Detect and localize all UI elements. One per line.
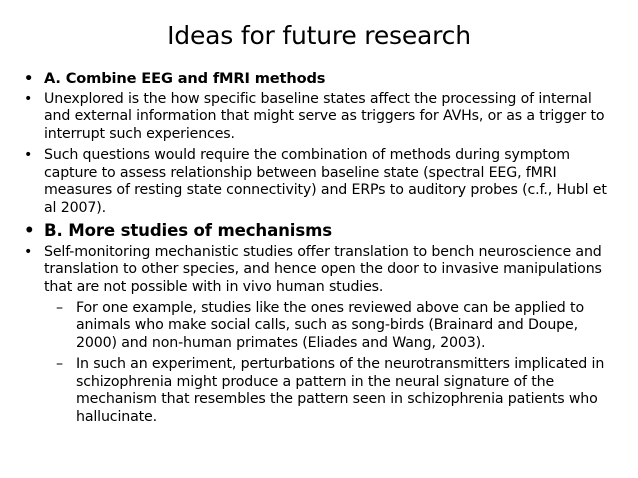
sub-bullet-text: In such an experiment, perturbations of the neurotransmitters implicated in schizophrenia might produce a pattern in the neural signature of the mechanism that resembles the pattern seen in schizophrenia patients who hallucinate. xyxy=(76,355,605,425)
bullet-text: Such questions would require the combination of methods during symptom capture to assess relationship between baseline state (spectral EEG, fMRI measures of resting state connectivity) and ERPs to auditory probes (c.f., Hubl et al 2007). xyxy=(44,146,607,216)
bullet-heading-a xyxy=(22,70,612,88)
bullet-text: A. Combine EEG and fMRI methods xyxy=(44,70,326,87)
sub-bullet-item xyxy=(22,300,612,353)
dash-icon: – xyxy=(56,355,63,372)
bullet-icon: • xyxy=(24,90,33,107)
bullet-icon: • xyxy=(24,220,35,240)
sub-bullet-text: For one example, studies like the ones reviewed above can be applied to animals who make social calls, such as song-birds (Brainard and Doupe, 2000) and non-human primates (Eliades and Wang, 2003). xyxy=(76,299,584,352)
dash-icon: – xyxy=(56,299,63,316)
bullet-item xyxy=(22,244,612,297)
slide-content xyxy=(22,70,612,430)
bullet-text: Self-monitoring mechanistic studies offer translation to bench neuroscience and translation to other species, and hence open the door to invasive manipulations that are not possible with in vivo human studies. xyxy=(44,243,602,296)
bullet-text: B. More studies of mechanisms xyxy=(44,220,332,240)
bullet-icon: • xyxy=(24,146,33,163)
slide-title: Ideas for future research xyxy=(167,21,471,50)
bullet-text: Unexplored is the how specific baseline states affect the processing of internal and external information that might serve as triggers for AVHs, or as a trigger to interrupt such experiences. xyxy=(44,90,605,143)
bullet-item xyxy=(22,91,612,144)
bullet-heading-b xyxy=(22,221,612,241)
bullet-icon: • xyxy=(24,70,34,87)
sub-bullet-item xyxy=(22,356,612,427)
bullet-icon: • xyxy=(24,243,33,260)
bullet-item xyxy=(22,147,612,218)
